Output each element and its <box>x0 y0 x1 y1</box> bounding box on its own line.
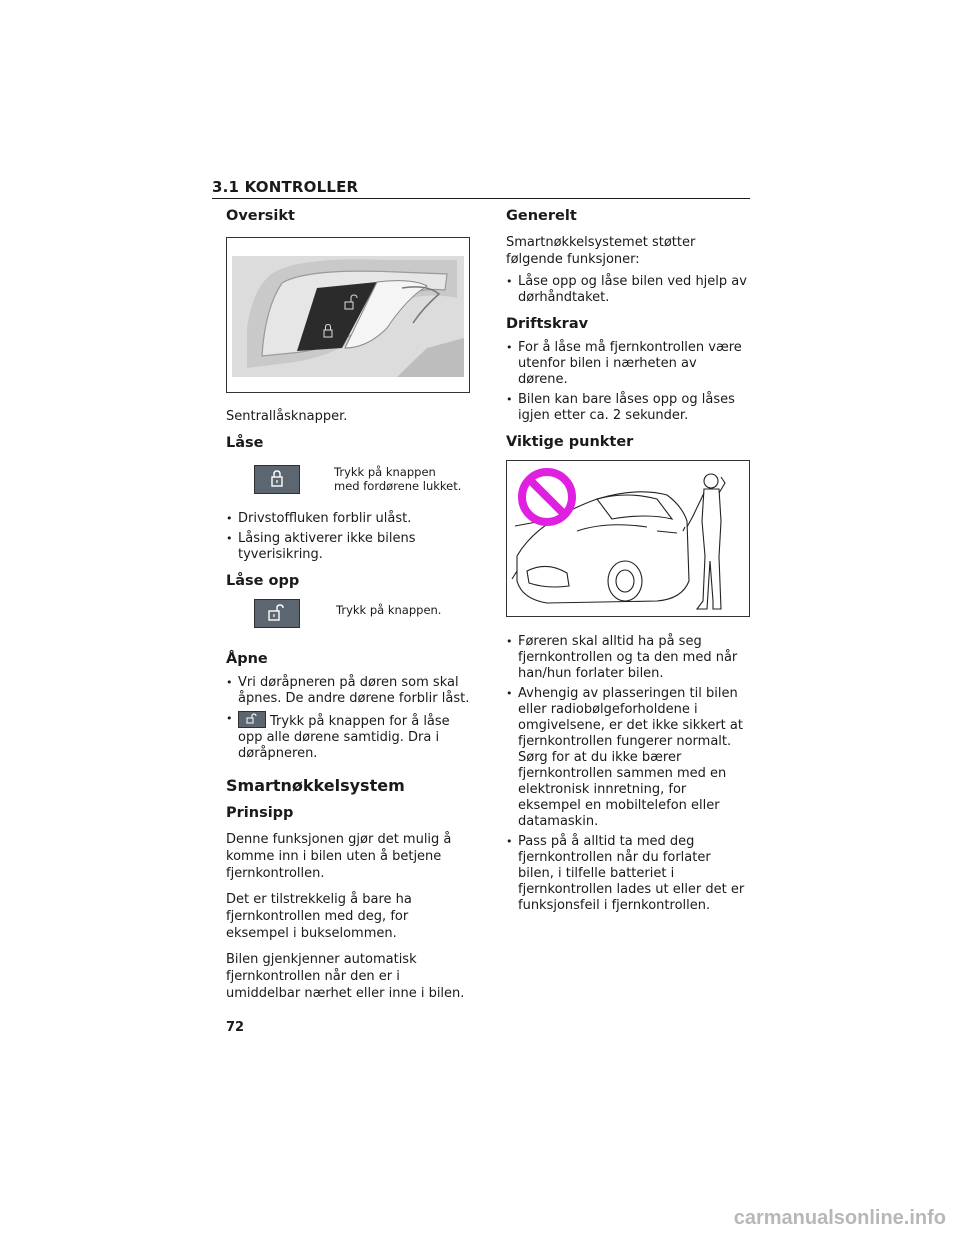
section-title: 3.1 KONTROLLER <box>212 178 359 196</box>
list-item: • Avhengig av plasseringen til bilen eller radiobølgeforholdene i omgivelsene, er det ikke sikkert at fjernkontrollen fungerer normalt. Sørg for at du ikke bærer fjernkontrollen sammen med en elektronisk innretning, for eksempel en mobiltelefon eller datamaskin. <box>506 686 750 830</box>
lase-instruction: Trykk på knappen med fordørene lukket. <box>334 465 462 493</box>
unlock-button-inline <box>238 711 266 728</box>
generelt-text: Smartnøkkelsystemet støtter følgende funksjoner: <box>506 235 696 267</box>
list-item: • For å låse må fjernkontrollen være utenfor bilen i nærheten av dørene. <box>506 340 750 388</box>
lase-heading: Låse <box>226 435 264 451</box>
driftskrav-heading: Driftskrav <box>506 316 589 332</box>
viktige-heading: Viktige punkter <box>506 434 634 450</box>
list-item: • Bilen kan bare låses opp og låses igjen etter ca. 2 sekunder. <box>506 392 750 424</box>
driftskrav-bullets <box>506 340 750 424</box>
lase-row <box>226 459 470 501</box>
prinsipp-heading: Prinsipp <box>226 805 294 821</box>
watermark[interactable]: carmanualsonline.info <box>733 1207 946 1229</box>
right-column <box>506 208 750 914</box>
list-item: • Pass på å alltid ta med deg fjernkontrollen når du forlater bilen, i tilfelle batteriet i fjernkontrollen lades ut eller det er funksjonsfeil i fjernkontrollen. <box>506 834 750 914</box>
list-item: • Låsing aktiverer ikke bilens tyverisikring. <box>226 531 470 563</box>
generelt-heading: Generelt <box>506 208 577 224</box>
prinsipp-paragraph: Det er tilstrekkelig å bare ha fjernkontrollen med deg, for eksempel i bukselommen. <box>226 892 412 941</box>
list-item-with-icon <box>226 711 470 762</box>
oversikt-heading: Oversikt <box>226 208 295 224</box>
unlock-icon <box>255 600 299 627</box>
viktige-bullets <box>506 634 750 914</box>
unlock-icon <box>239 712 265 727</box>
smartkey-illustration <box>507 461 749 616</box>
section-divider <box>212 198 750 199</box>
list-item: • Vri døråpneren på døren som skal åpnes. De andre dørene forblir låst. <box>226 675 470 707</box>
lase-opp-heading: Låse opp <box>226 573 300 589</box>
figure-caption: Sentrallåsknapper. <box>226 409 348 424</box>
lase-opp-row <box>226 599 470 635</box>
person-figure <box>683 474 725 609</box>
left-column <box>226 208 470 1002</box>
apne-heading: Åpne <box>226 651 268 667</box>
list-item: • Låse opp og låse bilen ved hjelp av dørhåndtaket. <box>506 274 750 306</box>
apne-bullet-text: Trykk på knappen for å låse opp alle dørene samtidig. Dra i døråpneren. <box>238 714 450 761</box>
door-handle-illustration <box>227 238 469 392</box>
lase-opp-instruction: Trykk på knappen. <box>336 603 442 617</box>
list-item: • Drivstoffluken forblir ulåst. <box>226 511 470 527</box>
smartkey-figure <box>506 460 750 617</box>
list-item: • Føreren skal alltid ha på seg fjernkontrollen og ta den med når han/hun forlater bilen. <box>506 634 750 682</box>
prinsipp-paragraph: Denne funksjonen gjør det mulig å komme inn i bilen uten å betjene fjernkontrollen. <box>226 832 452 881</box>
lase-bullets <box>226 511 470 563</box>
door-handle-figure <box>226 237 470 393</box>
page-number: 72 <box>226 1020 245 1035</box>
prinsipp-paragraph: Bilen gjenkjenner automatisk fjernkontrollen når den er i umiddelbar nærhet eller inne i bilen. <box>226 952 465 1001</box>
lock-button[interactable] <box>254 465 300 494</box>
lock-icon <box>255 466 299 493</box>
apne-bullets <box>226 675 470 762</box>
smart-heading: Smartnøkkelsystem <box>226 776 405 795</box>
prohibition-icon <box>522 472 572 522</box>
unlock-button[interactable] <box>254 599 300 628</box>
